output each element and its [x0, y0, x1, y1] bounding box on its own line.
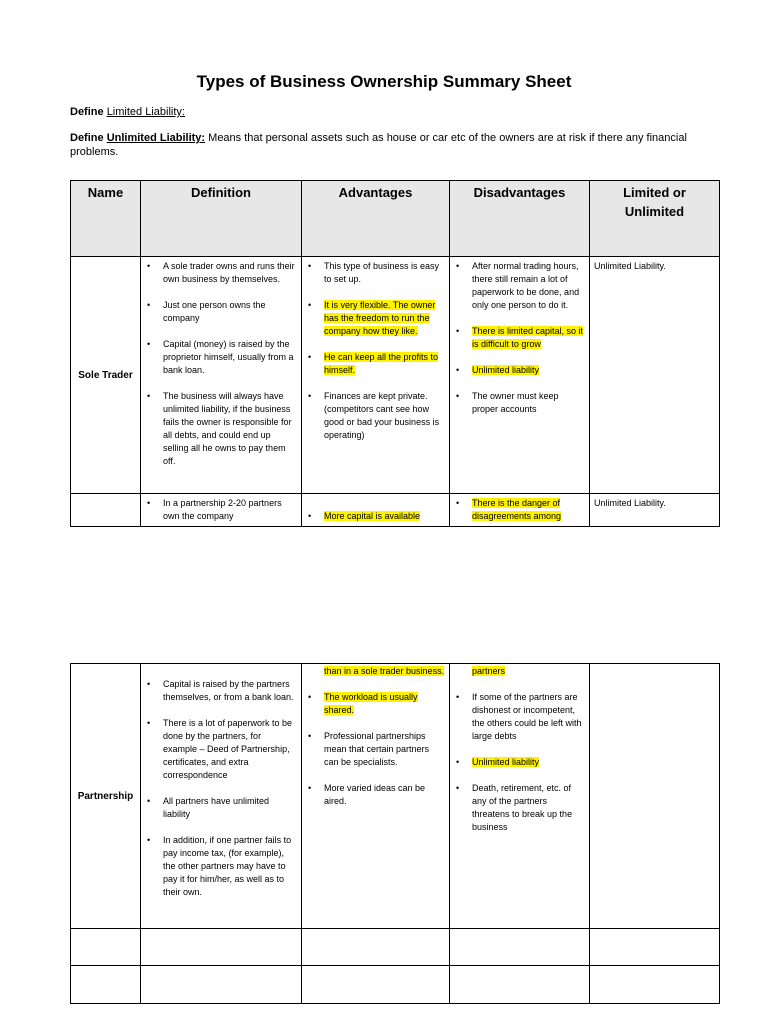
list-item: • More varied ideas can be aired.: [324, 782, 445, 808]
list-item: • In addition, if one partner fails to pay income tax, (for example), the other partners may have to pay it for him/her, as well as to their own.: [163, 834, 297, 899]
advantages-cell: [302, 494, 450, 527]
table-row-empty: [71, 929, 720, 966]
list-item: • Capital is raised by the partners themselves, or from a bank loan.: [163, 678, 297, 704]
list-item-highlighted: • The workload is usually shared.: [324, 691, 445, 717]
advantages-cell: [302, 257, 450, 494]
liability-cell: Unlimited Liability.: [590, 257, 720, 494]
header-disadvantages: Disadvantages: [450, 181, 590, 257]
list-item: • All partners have unlimited liability: [163, 795, 297, 821]
header-name: Name: [71, 181, 141, 257]
advantages-cell: [302, 664, 450, 929]
unlimited-liability-definition: Means that personal assets such as house or car etc of the owners are at risk if there any financial problems.: [70, 132, 687, 158]
limited-liability-term: Limited Liability:: [106, 106, 185, 118]
header-row: [71, 181, 720, 257]
list-item-highlighted: • More capital is available: [324, 510, 445, 523]
summary-table-page-2: [70, 663, 720, 1004]
list-item: • Death, retirement, etc. of any of the partners threatens to break up the business: [472, 782, 585, 834]
list-item: • In a partnership 2-20 partners own the company: [163, 497, 297, 523]
list-item: • Just one person owns the company: [163, 299, 297, 325]
define-unlimited-liability: [70, 131, 710, 159]
list-item: • The business will always have unlimited liability, if the business fails the owner is responsible for all debts, and could end up selling all he owns to pay them off.: [163, 390, 297, 468]
table-row-partnership-start: [71, 494, 720, 527]
define-limited-liability: [70, 105, 710, 119]
define-label: Define: [70, 106, 107, 118]
list-item-highlighted: • There is limited capital, so it is difficult to grow: [472, 325, 585, 351]
liability-cell: Unlimited Liability.: [590, 494, 720, 527]
list-item: • The owner must keep proper accounts: [472, 390, 585, 416]
list-item-highlighted: • It is very flexible. The owner has the freedom to run the company how they like.: [324, 299, 445, 338]
page-title: Types of Business Ownership Summary Sheet: [196, 72, 572, 91]
disadvantages-cell: [450, 664, 590, 929]
definition-cell: [141, 664, 302, 929]
row-name-empty: [71, 494, 141, 527]
row-name: Sole Trader: [71, 257, 141, 494]
list-item-highlighted: • Unlimited liability: [472, 364, 585, 377]
table-row-partnership: [71, 664, 720, 929]
list-item: • This type of business is easy to set up.: [324, 260, 445, 286]
header-advantages: Advantages: [302, 181, 450, 257]
list-item: • After normal trading hours, there still remain a lot of paperwork to be done, and only one person to do it.: [472, 260, 585, 312]
list-item: • A sole trader owns and runs their own business by themselves.: [163, 260, 297, 286]
definition-cell: [141, 494, 302, 527]
table-row-sole-trader: [71, 257, 720, 494]
list-item: • Finances are kept private. (competitors cant see how good or bad your business is operating): [324, 390, 445, 442]
table-row-empty: [71, 966, 720, 1004]
disadvantages-cell: [450, 494, 590, 527]
summary-table-page-1: [70, 180, 720, 527]
list-item-highlighted: • He can keep all the profits to himself.: [324, 351, 445, 377]
list-item: • There is a lot of paperwork to be done by the partners, for example – Deed of Partnership, certificates, and extra correspondence: [163, 717, 297, 782]
list-item-highlighted: • There is the danger of disagreements among: [472, 497, 585, 523]
list-item: • Capital (money) is raised by the proprietor himself, usually from a bank loan.: [163, 338, 297, 377]
liability-cell-empty: [590, 664, 720, 929]
row-name: Partnership: [71, 664, 141, 929]
disadvantages-cell: [450, 257, 590, 494]
header-liability: Limited or Unlimited: [590, 181, 720, 257]
list-item: • If some of the partners are dishonest or incompetent, the others could be left with large debts: [472, 691, 585, 743]
list-item: • Professional partnerships mean that certain partners can be specialists.: [324, 730, 445, 769]
continued-text-highlighted: than in a sole trader business.: [324, 666, 445, 676]
continued-text-highlighted: partners: [472, 666, 506, 676]
list-item-highlighted: • Unlimited liability: [472, 756, 585, 769]
header-definition: Definition: [141, 181, 302, 257]
definition-cell: [141, 257, 302, 494]
define-label: Define: [70, 132, 107, 144]
unlimited-liability-term: Unlimited Liability:: [106, 132, 206, 144]
